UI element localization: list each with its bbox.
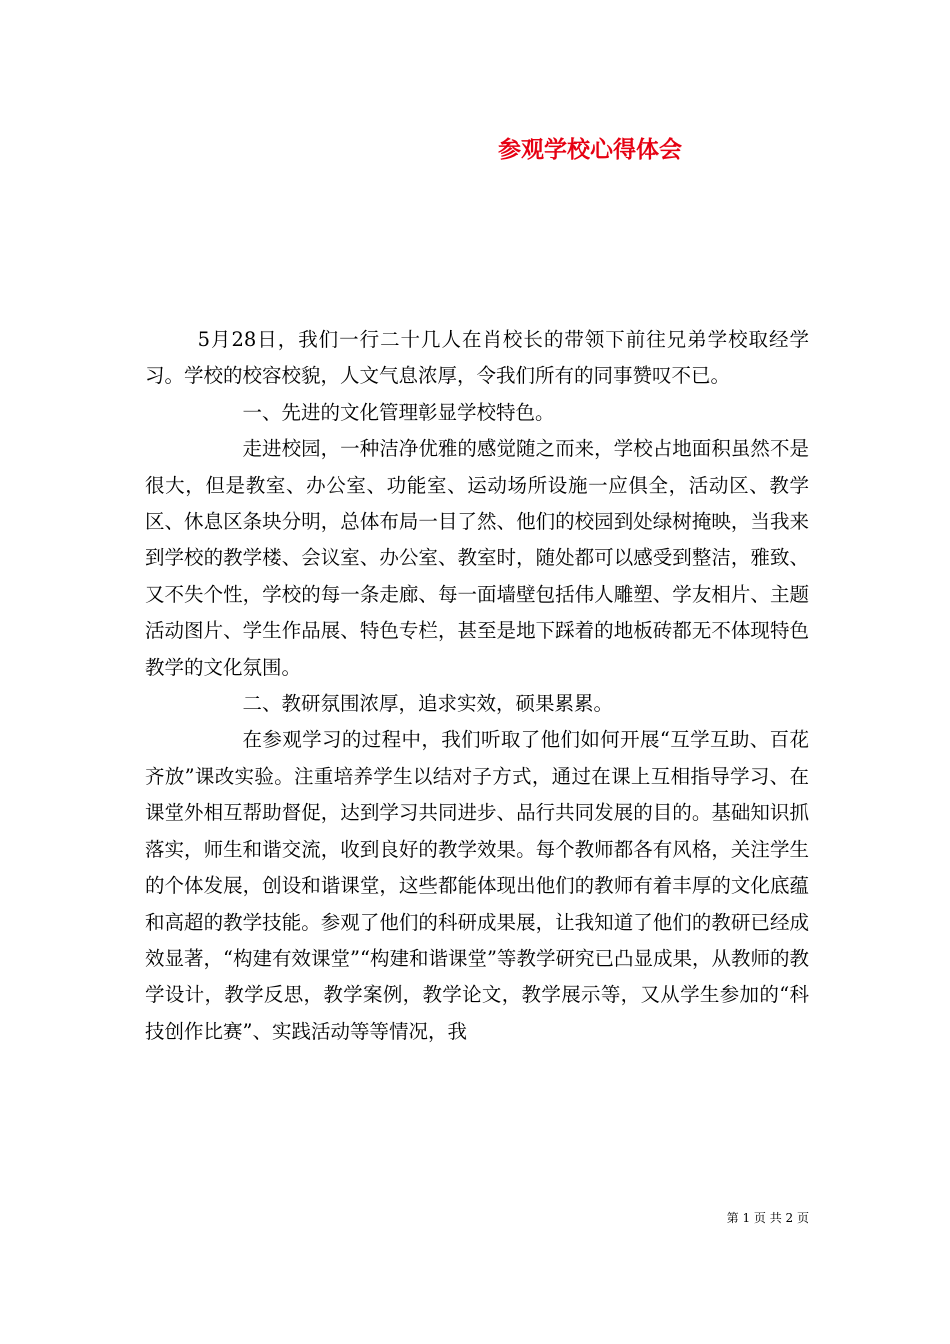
page-number: 第 1 页 共 2 页 bbox=[726, 1211, 809, 1225]
section-heading-2: 二、教研氛围浓厚，追求实效，硕果累累。 bbox=[242, 692, 614, 716]
section-heading-1: 一、先进的文化管理彰显学校特色。 bbox=[242, 400, 555, 424]
document-title: 参观学校心得体会 bbox=[498, 136, 682, 163]
paragraph-campus: 走进校园，一种洁净优雅的感觉随之而来，学校占地面积虽然不是很大，但是教室、办公室、功能室、运动场所设施一应俱全，活动区、教学区、休息区条块分明，总体布局一目了然、他们的校园到处绿树掩映，当我来到学校的教学楼、会议室、办公室、教室时，随处都可以感受到整洁，雅致、又不失个性，学校的每一条走廊、每一面墙壁包括伟人雕塑、学友相片、主题活动图片、学生作品展、特色专栏，甚至是地下踩着的地板砖都无不体现特色教学的文化氛围。 bbox=[145, 437, 809, 679]
paragraph-research: 在参观学习的过程中，我们听取了他们如何开展“互学互助、百花齐放”课改实验。注重培养学生以结对子方式，通过在课上互相指导学习、在课堂外相互帮助督促，达到学习共同进步、品行共同发展的目的。基础知识抓落实，师生和谐交流，收到良好的教学效果。每个教师都各有风格，关注学生的个体发展，创设和谐课堂，这些都能体现出他们的教师有着丰厚的文化底蕴和高超的教学技能。参观了他们的科研成果展，让我知道了他们的教研已经成效显著，“构建有效课堂”“构建和谐课堂”等教学研究已凸显成果，从教师的教学设计，教学反思，教学案例，教学论文，教学展示等，又从学生参加的“科技创作比赛”、实践活动等等情况，我 bbox=[145, 728, 809, 1043]
paragraph-intro: 5月28日，我们一行二十几人在肖校长的带领下前往兄弟学校取经学习。学校的校容校貌，人文气息浓厚，令我们所有的同事赞叹不已。 bbox=[145, 328, 809, 388]
document-body bbox=[145, 322, 809, 1050]
page-footer bbox=[0, 1208, 950, 1228]
